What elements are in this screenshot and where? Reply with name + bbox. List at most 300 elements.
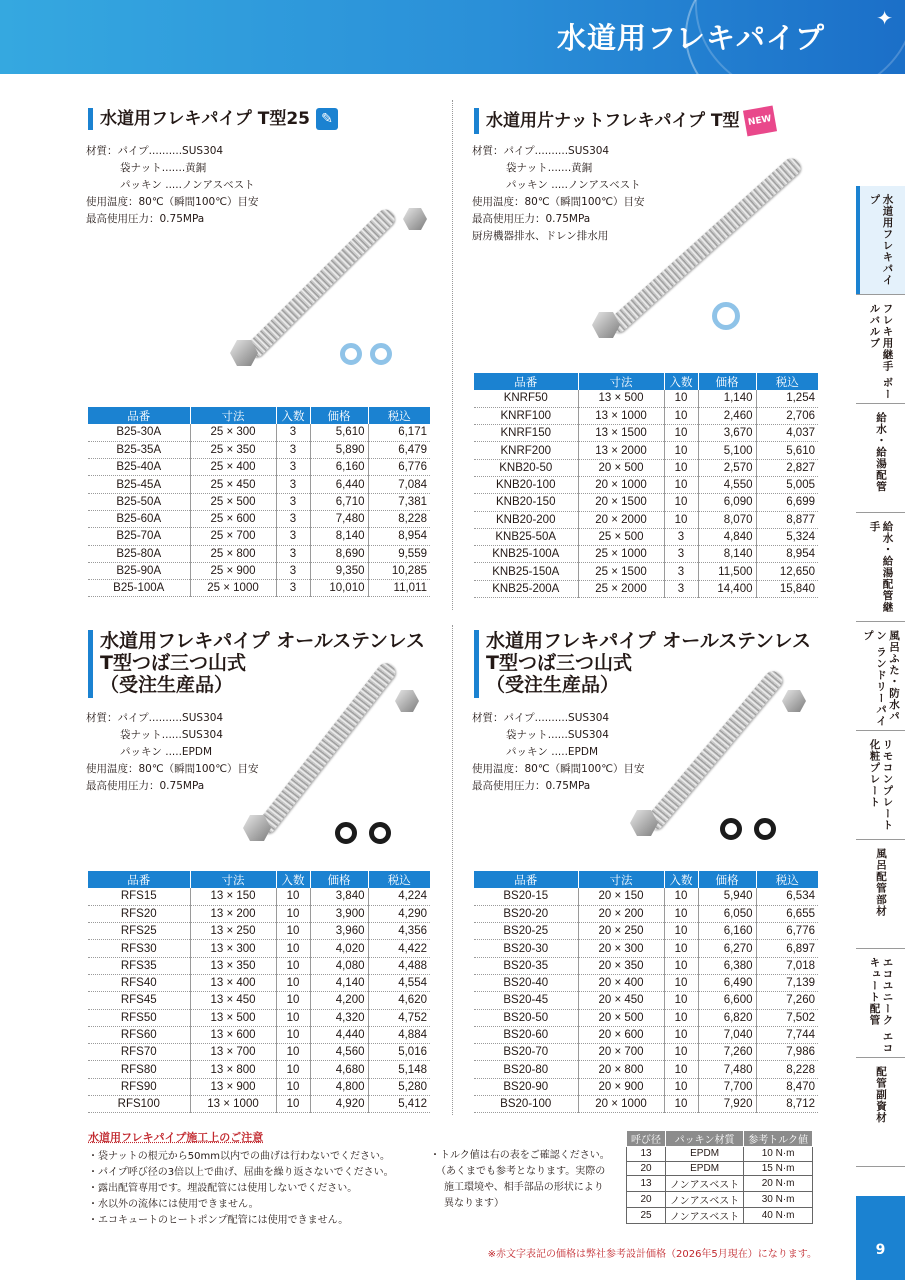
table-cell: 10 bbox=[276, 940, 310, 957]
column-header: 品番 bbox=[88, 871, 190, 888]
table-row bbox=[474, 1009, 818, 1026]
spec-item: 最高使用圧力：0.75MPa bbox=[472, 780, 591, 792]
table-cell: 13 × 2000 bbox=[578, 442, 664, 459]
table-cell: 10 bbox=[664, 1061, 698, 1078]
table-cell: 13 × 250 bbox=[190, 923, 276, 940]
table-cell: 13 × 1000 bbox=[578, 407, 664, 424]
note-item: ・袋ナットの根元から50mm以内での曲げは行わないでください。 bbox=[88, 1151, 391, 1162]
sparkle-icon: ✦ bbox=[876, 6, 893, 30]
table-cell: 7,920 bbox=[698, 1096, 756, 1113]
table-cell: 5,005 bbox=[756, 476, 818, 493]
column-header: 価格 bbox=[310, 407, 368, 424]
table-row bbox=[88, 424, 430, 441]
spec-item: 最高使用圧力：0.75MPa bbox=[86, 780, 205, 792]
table-row bbox=[627, 1208, 813, 1224]
table-cell: 6,534 bbox=[756, 888, 818, 905]
table-row bbox=[474, 580, 818, 597]
table-cell: 13 × 150 bbox=[190, 888, 276, 905]
table-cell: KNB20-200 bbox=[474, 511, 578, 528]
table-cell: 7,260 bbox=[756, 992, 818, 1009]
table-cell: 3 bbox=[276, 562, 310, 579]
table-cell: 10 bbox=[276, 974, 310, 991]
spec-item: パッキン .....EPDM bbox=[506, 746, 599, 758]
spec-list bbox=[86, 710, 259, 795]
table-cell: 25 × 500 bbox=[578, 528, 664, 545]
table-cell: 10 bbox=[276, 923, 310, 940]
table-row bbox=[474, 1078, 818, 1095]
table-cell: 3,840 bbox=[310, 888, 368, 905]
tab-remote-plate[interactable]: リモコンプレート 化粧プレート bbox=[856, 731, 905, 840]
table-cell: RFS50 bbox=[88, 1009, 190, 1026]
column-header: 入数 bbox=[276, 407, 310, 424]
table-row bbox=[88, 905, 430, 922]
table-cell: KNB25-150A bbox=[474, 563, 578, 580]
table-cell: 5,280 bbox=[368, 1078, 430, 1095]
spec-list bbox=[86, 143, 259, 228]
table-cell: B25-45A bbox=[88, 476, 190, 493]
table-row bbox=[474, 476, 818, 493]
column-divider bbox=[452, 625, 453, 1115]
table-row bbox=[88, 476, 430, 493]
table-cell: 4,140 bbox=[310, 974, 368, 991]
table-cell: 4,884 bbox=[368, 1026, 430, 1043]
table-cell: BS20-35 bbox=[474, 957, 578, 974]
table-cell: 20 × 150 bbox=[578, 888, 664, 905]
table-cell: 4,290 bbox=[368, 905, 430, 922]
table-cell: 10 bbox=[664, 888, 698, 905]
table-row bbox=[474, 528, 818, 545]
spec-item: 袋ナット......SUS304 bbox=[120, 729, 223, 741]
spec-item: 材質：パイプ..........SUS304 bbox=[86, 712, 224, 724]
note-item: ・エコキュートのヒートポンプ配管には使用できません。 bbox=[88, 1215, 349, 1226]
table-row bbox=[474, 888, 818, 905]
column-header: 税込 bbox=[756, 373, 818, 390]
table-cell: 3,670 bbox=[698, 425, 756, 442]
spec-item: パッキン .....EPDM bbox=[120, 746, 213, 758]
table-row bbox=[88, 957, 430, 974]
table-cell: 3 bbox=[276, 580, 310, 597]
table-cell: 10 bbox=[664, 494, 698, 511]
table-cell: 5,324 bbox=[756, 528, 818, 545]
table-cell: 6,160 bbox=[698, 923, 756, 940]
table-row bbox=[88, 510, 430, 527]
table-cell: 20 × 600 bbox=[578, 1026, 664, 1043]
table-cell: 10 bbox=[276, 1061, 310, 1078]
table-cell: 6,600 bbox=[698, 992, 756, 1009]
tab-piping-supplies[interactable]: 配管副資材 bbox=[856, 1058, 905, 1167]
column-header: 入数 bbox=[664, 871, 698, 888]
column-header: 入数 bbox=[664, 373, 698, 390]
table-cell: 13 × 500 bbox=[190, 1009, 276, 1026]
table-row bbox=[474, 1044, 818, 1061]
table-cell: 6,710 bbox=[310, 493, 368, 510]
page-number: 9 bbox=[875, 1242, 886, 1258]
column-header: 呼び径 bbox=[627, 1131, 666, 1147]
table-cell: 8,140 bbox=[698, 546, 756, 563]
table-cell: KNB20-50 bbox=[474, 459, 578, 476]
spec-list bbox=[472, 710, 645, 795]
tab-flexible-pipe[interactable]: 水道用フレキパイプ bbox=[856, 186, 905, 295]
table-cell: KNB20-150 bbox=[474, 494, 578, 511]
spec-item: 材質：パイプ..........SUS304 bbox=[86, 145, 224, 157]
table-cell: 6,171 bbox=[368, 424, 430, 441]
column-header: 税込 bbox=[368, 871, 430, 888]
table-cell: 4,680 bbox=[310, 1061, 368, 1078]
table-cell: 7,480 bbox=[698, 1061, 756, 1078]
table-cell: 7,744 bbox=[756, 1026, 818, 1043]
table-cell: 7,381 bbox=[368, 493, 430, 510]
table-cell: 9,559 bbox=[368, 545, 430, 562]
table-row bbox=[88, 992, 430, 1009]
section-title: 水道用フレキパイプ オールステンレス T型つば三つ山式 （受注生産品） bbox=[88, 630, 425, 698]
table-cell: 6,699 bbox=[756, 494, 818, 511]
column-header: 寸法 bbox=[578, 373, 664, 390]
table-cell: 4,356 bbox=[368, 923, 430, 940]
table-cell: 6,655 bbox=[756, 905, 818, 922]
table-row bbox=[474, 407, 818, 424]
section-title: 水道用フレキパイプ T型25 ✎ bbox=[88, 108, 338, 130]
table-cell: B25-35A bbox=[88, 441, 190, 458]
table-row bbox=[88, 923, 430, 940]
price-table bbox=[474, 871, 818, 1113]
table-row bbox=[88, 1096, 430, 1113]
notes-title: 水道用フレキパイプ施工上のご注意 bbox=[88, 1131, 264, 1144]
table-cell: 4,554 bbox=[368, 974, 430, 991]
table-row bbox=[474, 974, 818, 991]
table-cell: BS20-60 bbox=[474, 1026, 578, 1043]
table-cell: 6,270 bbox=[698, 940, 756, 957]
table-cell: 20 × 2000 bbox=[578, 511, 664, 528]
table-cell: 8,228 bbox=[368, 510, 430, 527]
table-row bbox=[474, 494, 818, 511]
spec-item: パッキン .....ノンアスベスト bbox=[120, 179, 255, 191]
column-header: 寸法 bbox=[190, 407, 276, 424]
table-row bbox=[627, 1161, 813, 1176]
table-cell: 25 × 600 bbox=[190, 510, 276, 527]
table-cell: BS20-70 bbox=[474, 1044, 578, 1061]
table-cell: 25 × 400 bbox=[190, 459, 276, 476]
table-cell: 25 × 700 bbox=[190, 528, 276, 545]
column-header: 参考トルク値 bbox=[744, 1131, 813, 1147]
table-cell: 13 × 400 bbox=[190, 974, 276, 991]
column-header: パッキン材質 bbox=[666, 1131, 744, 1147]
table-cell: 3,900 bbox=[310, 905, 368, 922]
table-cell: 4,752 bbox=[368, 1009, 430, 1026]
table-row bbox=[88, 441, 430, 458]
table-cell: 4,037 bbox=[756, 425, 818, 442]
note-item: ・露出配管専用です。埋設配管には使用しないでください。 bbox=[88, 1183, 358, 1194]
table-cell: 3 bbox=[276, 441, 310, 458]
table-cell: 13 × 300 bbox=[190, 940, 276, 957]
table-row bbox=[88, 459, 430, 476]
table-cell: B25-70A bbox=[88, 528, 190, 545]
table-cell: 7,139 bbox=[756, 974, 818, 991]
tab-bath-piping[interactable]: 風呂配管部材 bbox=[856, 840, 905, 949]
table-cell: 4,440 bbox=[310, 1026, 368, 1043]
table-cell: 10 bbox=[276, 905, 310, 922]
table-cell: 6,897 bbox=[756, 940, 818, 957]
table-cell: B25-100A bbox=[88, 580, 190, 597]
table-cell: RFS45 bbox=[88, 992, 190, 1009]
table-cell: 2,460 bbox=[698, 407, 756, 424]
column-header: 税込 bbox=[756, 871, 818, 888]
table-cell: RFS15 bbox=[88, 888, 190, 905]
table-cell: 4,422 bbox=[368, 940, 430, 957]
table-cell: 10 bbox=[276, 992, 310, 1009]
table-cell: 10 bbox=[664, 1026, 698, 1043]
table-cell: KNRF100 bbox=[474, 407, 578, 424]
table-cell: B25-30A bbox=[88, 424, 190, 441]
table-cell: 13 × 500 bbox=[578, 390, 664, 407]
table-cell: BS20-50 bbox=[474, 1009, 578, 1026]
table-cell: 10 bbox=[664, 992, 698, 1009]
table-cell: 10 bbox=[664, 390, 698, 407]
table-cell: EPDM bbox=[666, 1147, 744, 1162]
table-cell: 5,610 bbox=[756, 442, 818, 459]
table-cell: 5,890 bbox=[310, 441, 368, 458]
table-cell: ノンアスベスト bbox=[666, 1208, 744, 1224]
table-cell: 5,412 bbox=[368, 1096, 430, 1113]
table-cell: 20 × 250 bbox=[578, 923, 664, 940]
table-cell: 13 bbox=[627, 1147, 666, 1162]
table-cell: RFS80 bbox=[88, 1061, 190, 1078]
table-cell: 10 bbox=[664, 905, 698, 922]
table-cell: 13 × 200 bbox=[190, 905, 276, 922]
spec-list bbox=[472, 143, 645, 245]
table-cell: 6,479 bbox=[368, 441, 430, 458]
table-cell: 11,500 bbox=[698, 563, 756, 580]
table-cell: 6,820 bbox=[698, 1009, 756, 1026]
table-cell: 25 × 800 bbox=[190, 545, 276, 562]
table-cell: 10 bbox=[276, 1078, 310, 1095]
table-cell: 10 bbox=[664, 442, 698, 459]
table-cell: 10 bbox=[664, 974, 698, 991]
header-banner bbox=[0, 0, 905, 74]
column-header: 税込 bbox=[368, 407, 430, 424]
table-cell: 10 bbox=[276, 1044, 310, 1061]
table-row bbox=[88, 580, 430, 597]
table-cell: RFS100 bbox=[88, 1096, 190, 1113]
table-cell: 6,776 bbox=[368, 459, 430, 476]
tab-flexible-fittings[interactable]: フレキ用継手 ボールバルブ bbox=[856, 295, 905, 404]
tab-bath-cover[interactable]: 風呂ふた・防水パン ランドリーパイプ bbox=[856, 622, 905, 731]
edit-icon: ✎ bbox=[316, 108, 338, 130]
table-cell: 7,700 bbox=[698, 1078, 756, 1095]
table-cell: 25 × 900 bbox=[190, 562, 276, 579]
price-table bbox=[474, 373, 818, 598]
table-row bbox=[88, 888, 430, 905]
table-cell: 4,020 bbox=[310, 940, 368, 957]
table-cell: 4,200 bbox=[310, 992, 368, 1009]
table-cell: B25-40A bbox=[88, 459, 190, 476]
note-item: ・水以外の流体には使用できません。 bbox=[88, 1199, 259, 1210]
column-header: 品番 bbox=[474, 871, 578, 888]
table-cell: 15,840 bbox=[756, 580, 818, 597]
table-cell: 20 × 200 bbox=[578, 905, 664, 922]
spec-item: 使用温度：80℃（瞬間100℃）目安 bbox=[86, 196, 259, 208]
section-title: 水道用フレキパイプ オールステンレス T型つば三つ山式 （受注生産品） bbox=[474, 630, 811, 698]
column-header: 価格 bbox=[310, 871, 368, 888]
table-cell: KNRF150 bbox=[474, 425, 578, 442]
table-row bbox=[474, 992, 818, 1009]
table-cell: B25-60A bbox=[88, 510, 190, 527]
table-cell: 10 bbox=[664, 957, 698, 974]
table-cell: 3 bbox=[664, 528, 698, 545]
table-cell: 8,690 bbox=[310, 545, 368, 562]
table-cell: 12,650 bbox=[756, 563, 818, 580]
tab-water-piping[interactable]: 給水・給湯配管 bbox=[856, 404, 905, 513]
table-row bbox=[474, 957, 818, 974]
table-cell: 3 bbox=[276, 510, 310, 527]
table-cell: KNRF50 bbox=[474, 390, 578, 407]
table-cell: 4,488 bbox=[368, 957, 430, 974]
table-cell: 2,827 bbox=[756, 459, 818, 476]
table-cell: 10 bbox=[664, 459, 698, 476]
table-cell: 10 bbox=[276, 888, 310, 905]
table-cell: 10 bbox=[664, 923, 698, 940]
table-cell: BS20-30 bbox=[474, 940, 578, 957]
table-cell: 5,016 bbox=[368, 1044, 430, 1061]
table-cell: BS20-90 bbox=[474, 1078, 578, 1095]
table-row bbox=[474, 390, 818, 407]
table-row bbox=[88, 974, 430, 991]
table-cell: 5,940 bbox=[698, 888, 756, 905]
table-cell: 10 bbox=[276, 1096, 310, 1113]
table-cell: 10 N·m bbox=[744, 1147, 813, 1162]
table-cell: BS20-80 bbox=[474, 1061, 578, 1078]
table-cell: 6,490 bbox=[698, 974, 756, 991]
table-row bbox=[474, 425, 818, 442]
table-cell: ノンアスベスト bbox=[666, 1176, 744, 1192]
table-cell: RFS90 bbox=[88, 1078, 190, 1095]
table-row bbox=[88, 1078, 430, 1095]
table-cell: 30 N·m bbox=[744, 1192, 813, 1208]
table-cell: 10 bbox=[276, 1009, 310, 1026]
tab-water-fittings[interactable]: 給水・給湯配管継手 bbox=[856, 513, 905, 622]
table-cell: 4,224 bbox=[368, 888, 430, 905]
table-cell: 4,080 bbox=[310, 957, 368, 974]
table-cell: RFS35 bbox=[88, 957, 190, 974]
table-cell: 13 bbox=[627, 1176, 666, 1192]
table-cell: 20 × 500 bbox=[578, 1009, 664, 1026]
spec-item: 使用温度：80℃（瞬間100℃）目安 bbox=[86, 763, 259, 775]
table-cell: 4,840 bbox=[698, 528, 756, 545]
table-cell: 1,254 bbox=[756, 390, 818, 407]
table-row bbox=[627, 1147, 813, 1162]
table-row bbox=[88, 1026, 430, 1043]
table-cell: 13 × 800 bbox=[190, 1061, 276, 1078]
table-row bbox=[88, 1044, 430, 1061]
table-cell: 20 × 800 bbox=[578, 1061, 664, 1078]
table-cell: 7,018 bbox=[756, 957, 818, 974]
table-cell: 25 × 300 bbox=[190, 424, 276, 441]
table-cell: 8,140 bbox=[310, 528, 368, 545]
spec-item: 袋ナット.......黄銅 bbox=[120, 162, 207, 174]
table-cell: RFS60 bbox=[88, 1026, 190, 1043]
table-row bbox=[474, 923, 818, 940]
table-cell: 4,920 bbox=[310, 1096, 368, 1113]
table-cell: 7,084 bbox=[368, 476, 430, 493]
table-cell: 10 bbox=[664, 476, 698, 493]
tab-eco-unique[interactable]: エコユニーク エコキュート配管 bbox=[856, 949, 905, 1058]
table-cell: 10 bbox=[664, 1078, 698, 1095]
table-cell: 13 × 1500 bbox=[578, 425, 664, 442]
table-cell: 6,776 bbox=[756, 923, 818, 940]
table-cell: KNB25-100A bbox=[474, 546, 578, 563]
table-cell: 10,285 bbox=[368, 562, 430, 579]
table-row bbox=[627, 1192, 813, 1208]
table-cell: KNRF200 bbox=[474, 442, 578, 459]
spec-item: 材質：パイプ..........SUS304 bbox=[472, 145, 610, 157]
table-row bbox=[474, 459, 818, 476]
table-cell: 20 × 900 bbox=[578, 1078, 664, 1095]
table-cell: 10 bbox=[276, 957, 310, 974]
installation-notes bbox=[88, 1130, 448, 1229]
torque-note: ・トルク値は右の表をご確認ください。 （あくまでも参考となります。実際の 施工環境や、相手部品の形状により 異なります） bbox=[430, 1150, 610, 1209]
table-cell: 20 × 400 bbox=[578, 974, 664, 991]
table-cell: BS20-20 bbox=[474, 905, 578, 922]
table-cell: 6,380 bbox=[698, 957, 756, 974]
table-cell: 20 × 300 bbox=[578, 940, 664, 957]
table-cell: 6,160 bbox=[310, 459, 368, 476]
column-header: 価格 bbox=[698, 871, 756, 888]
table-row bbox=[88, 545, 430, 562]
table-cell: 5,610 bbox=[310, 424, 368, 441]
table-cell: EPDM bbox=[666, 1161, 744, 1176]
category-sidebar bbox=[856, 186, 905, 1167]
table-row bbox=[474, 511, 818, 528]
table-cell: 7,502 bbox=[756, 1009, 818, 1026]
table-cell: 7,040 bbox=[698, 1026, 756, 1043]
table-cell: BS20-25 bbox=[474, 923, 578, 940]
table-cell: BS20-40 bbox=[474, 974, 578, 991]
table-cell: 10 bbox=[276, 1026, 310, 1043]
table-cell: 11,011 bbox=[368, 580, 430, 597]
table-row bbox=[627, 1176, 813, 1192]
table-cell: 10 bbox=[664, 511, 698, 528]
table-row bbox=[474, 546, 818, 563]
table-cell: 13 × 700 bbox=[190, 1044, 276, 1061]
table-cell: 20 × 450 bbox=[578, 992, 664, 1009]
spec-item: 最高使用圧力：0.75MPa bbox=[86, 213, 205, 225]
column-header: 価格 bbox=[698, 373, 756, 390]
table-row bbox=[474, 1096, 818, 1113]
table-cell: 20 bbox=[627, 1192, 666, 1208]
table-cell: RFS20 bbox=[88, 905, 190, 922]
table-cell: 1,140 bbox=[698, 390, 756, 407]
table-cell: 3 bbox=[276, 459, 310, 476]
column-header: 寸法 bbox=[190, 871, 276, 888]
note-item: ・パイプ呼び径の3倍以上で曲げ、屈曲を繰り返さないでください。 bbox=[88, 1167, 394, 1178]
table-cell: RFS40 bbox=[88, 974, 190, 991]
table-cell: 20 × 500 bbox=[578, 459, 664, 476]
table-row bbox=[474, 563, 818, 580]
table-cell: RFS70 bbox=[88, 1044, 190, 1061]
page-number-box bbox=[856, 1196, 905, 1280]
table-cell: 25 × 1500 bbox=[578, 563, 664, 580]
table-cell: 7,480 bbox=[310, 510, 368, 527]
table-cell: 4,550 bbox=[698, 476, 756, 493]
table-cell: 5,100 bbox=[698, 442, 756, 459]
table-cell: 6,050 bbox=[698, 905, 756, 922]
table-cell: 9,350 bbox=[310, 562, 368, 579]
table-cell: 3 bbox=[276, 528, 310, 545]
table-cell: 4,320 bbox=[310, 1009, 368, 1026]
table-cell: 10 bbox=[664, 940, 698, 957]
table-row bbox=[88, 562, 430, 579]
table-cell: 3 bbox=[664, 546, 698, 563]
spec-item: 材質：パイプ..........SUS304 bbox=[472, 712, 610, 724]
